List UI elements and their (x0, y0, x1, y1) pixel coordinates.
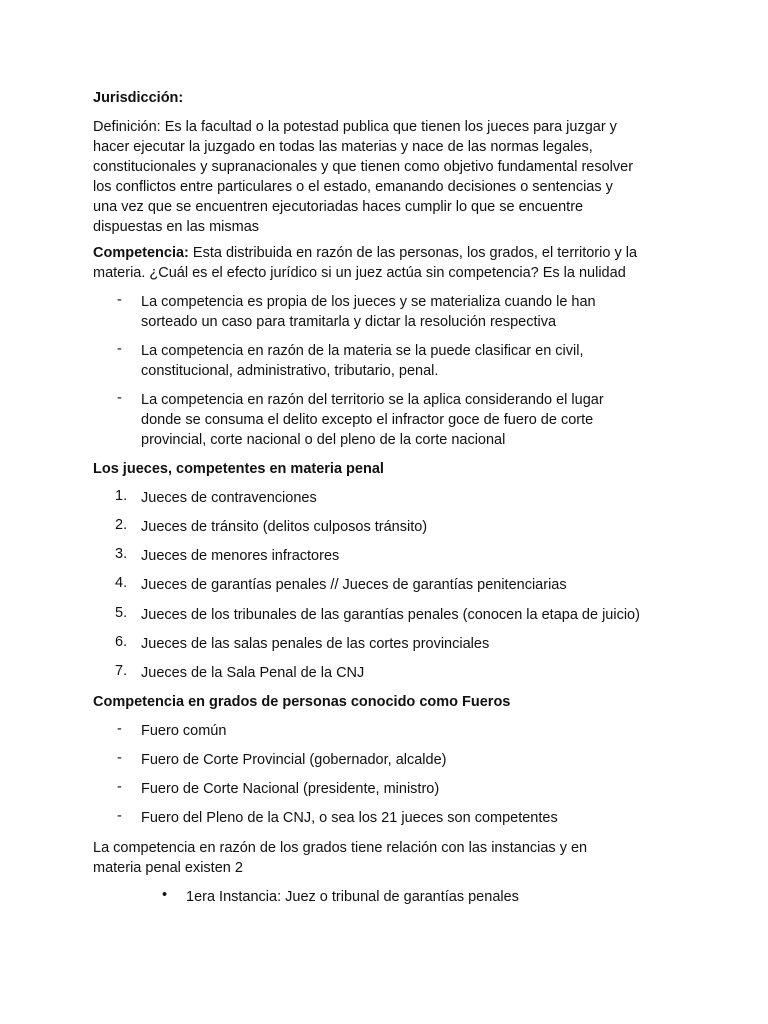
dash-marker: - (117, 341, 122, 357)
list-item-text: Fuero común (141, 723, 227, 739)
grados-line: materia penal existen 2 (93, 860, 243, 876)
competencia-text: Esta distribuida en razón de las personas, los grados, el territorio y la (188, 245, 638, 261)
list-item-line: La competencia es propia de los jueces y se materializa cuando le han (141, 294, 596, 310)
list-item-line: provincial, corte nacional o del pleno de la corte nacional (141, 432, 506, 448)
list-number: 7. (115, 663, 128, 679)
competencia-line: materia. ¿Cuál es el efecto jurídico si un juez actúa sin competencia? Es la nulidad (93, 265, 626, 281)
list-number: 1. (115, 488, 128, 504)
list-item-line: constitucional, administrativo, tributario, penal. (141, 363, 439, 379)
definicion-line: Definición: Es la facultad o la potestad publica que tienen los jueces para juzgar y (93, 119, 617, 135)
list-number: 2. (115, 517, 128, 533)
bullet-marker: • (162, 887, 168, 903)
definicion-line: una vez que se encuentren ejecutoriadas haces cumplir lo que se encuentre (93, 199, 584, 215)
definicion-line: hacer ejecutar la juzgado en todas las materias y nace de las normas legales, (93, 139, 593, 155)
list-item-text: Jueces de la Sala Penal de la CNJ (141, 665, 365, 681)
definicion-line: constitucionales y supranacionales y que tienen como objetivo fundamental resolver (93, 159, 634, 175)
definicion-paragraph (93, 117, 713, 237)
list-item-text: Jueces de tránsito (delitos culposos tránsito) (141, 519, 428, 535)
list-item-text: Fuero de Corte Provincial (gobernador, alcalde) (141, 752, 447, 768)
grados-paragraph (93, 838, 693, 878)
fueros-heading: Competencia en grados de personas conocido como Fueros (93, 694, 511, 710)
dash-marker: - (117, 292, 122, 308)
competencia-line (93, 243, 713, 263)
list-number: 4. (115, 575, 128, 591)
list-number: 3. (115, 546, 128, 562)
jurisdiccion-heading: Jurisdicción: (93, 90, 184, 106)
grados-line: La competencia en razón de los grados tiene relación con las instancias y en (93, 840, 588, 856)
list-item-text: Fuero del Pleno de la CNJ, o sea los 21 jueces son competentes (141, 810, 558, 826)
definicion-line: dispuestas en las mismas (93, 219, 260, 235)
list-item-text: Jueces de los tribunales de las garantías penales (conocen la etapa de juicio) (141, 607, 640, 623)
list-item-text: Jueces de contravenciones (141, 490, 317, 506)
competencia-label: Competencia: (93, 245, 189, 261)
list-item-line: donde se consuma el delito excepto el infractor goce de fuero de corte (141, 412, 594, 428)
definicion-line: los conflictos entre particulares o el estado, emanando decisiones o sentencias y (93, 179, 613, 195)
list-item-line: sorteado un caso para tramitarla y dictar la resolución respectiva (141, 314, 557, 330)
dash-marker: - (117, 808, 122, 824)
list-number: 5. (115, 605, 128, 621)
jueces-penal-heading: Los jueces, competentes en materia penal (93, 461, 384, 477)
list-number: 6. (115, 634, 128, 650)
dash-marker: - (117, 779, 122, 795)
dash-marker: - (117, 750, 122, 766)
list-item-text: Fuero de Corte Nacional (presidente, ministro) (141, 781, 440, 797)
list-item-text: 1era Instancia: Juez o tribunal de garantías penales (186, 889, 519, 905)
competencia-paragraph (93, 243, 713, 283)
dash-marker: - (117, 390, 122, 406)
list-item-text: Jueces de menores infractores (141, 548, 340, 564)
list-item-line: La competencia en razón del territorio se la aplica considerando el lugar (141, 392, 604, 408)
list-item-text: Jueces de las salas penales de las cortes provinciales (141, 636, 490, 652)
dash-marker: - (117, 721, 122, 737)
list-item-line: La competencia en razón de la materia se la puede clasificar en civil, (141, 343, 584, 359)
list-item-text: Jueces de garantías penales // Jueces de garantías penitenciarias (141, 577, 567, 593)
